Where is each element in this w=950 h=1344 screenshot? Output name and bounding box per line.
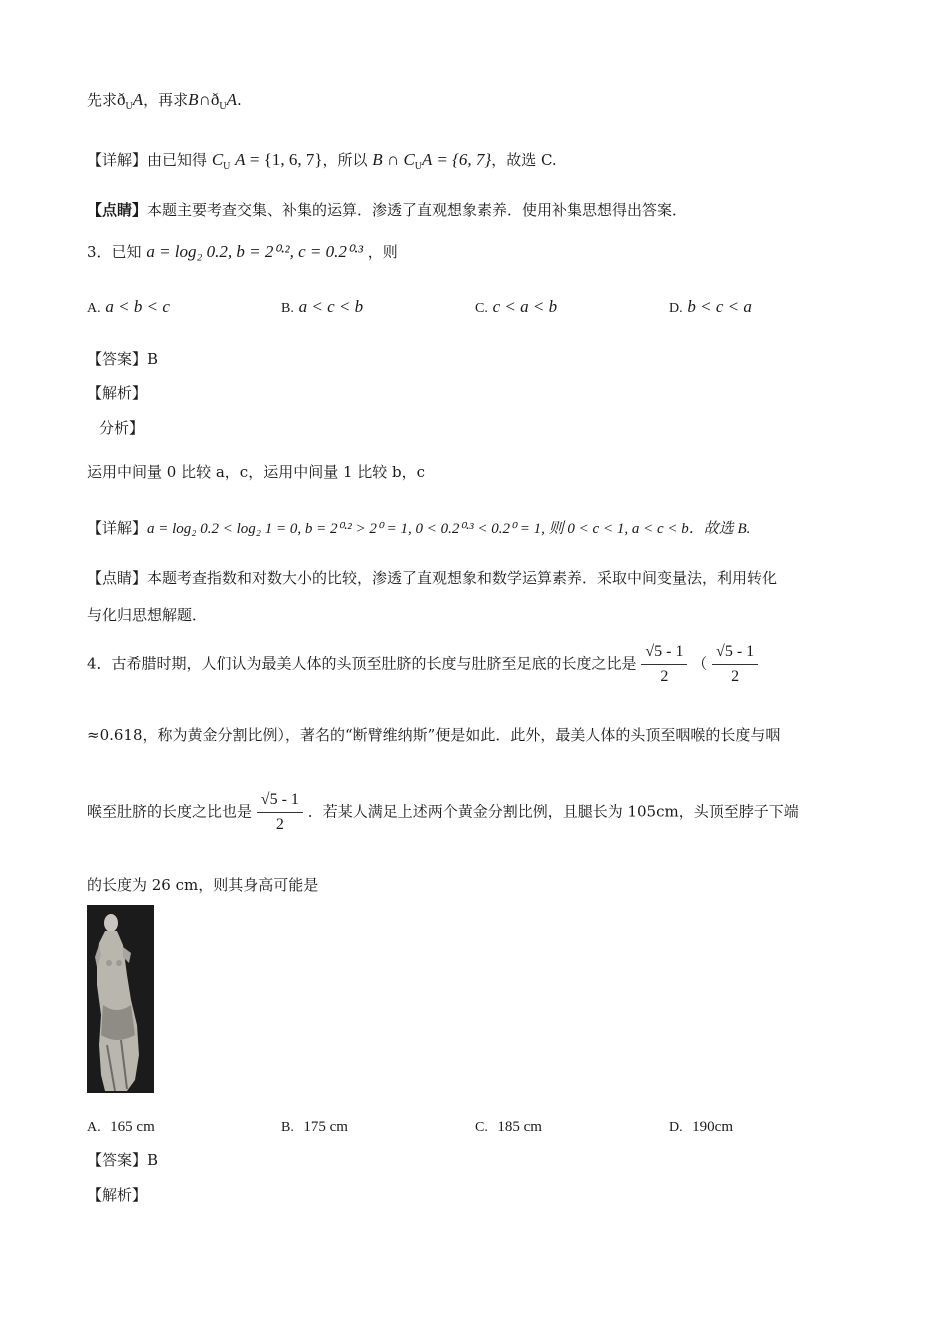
hint-text: 先求 [87, 91, 118, 109]
q4-option-c[interactable] [475, 1117, 542, 1136]
math-var: C [211, 150, 224, 169]
q4-line-3-post: ．若某人满足上述两个黄金分割比例，且腿长为 105cm，头顶至脖子下端 [307, 802, 799, 821]
hint-line [87, 90, 242, 117]
fraction-denominator: 2 [660, 668, 669, 685]
q3-analysis-tag: 【解析】 [87, 384, 148, 402]
comment-line-1 [87, 200, 687, 220]
q4-line-3-pre: 喉至肚脐的长度之比也是 [87, 802, 253, 821]
q3-comment-line2: 与化归思想解题． [87, 606, 208, 624]
q4-line-4: 的长度为 26 cm，则其身高可能是 [87, 876, 319, 894]
equals: = [245, 150, 264, 169]
q3-comment-line1: 本题考查指数和对数大小的比较，渗透了直观想象和数学运算素养．采取中间变量法，利用转化 [147, 569, 778, 587]
q3-answer: 【答案】B [87, 350, 159, 368]
math-var: B [188, 90, 199, 109]
detail-text-3: ，故选 C. [491, 151, 557, 169]
statue-drawing [87, 905, 154, 1093]
fraction-denominator: 2 [731, 668, 740, 685]
detail-tag: 【详解】 [87, 151, 148, 169]
fraction-numerator: √5 - 1 [257, 790, 303, 813]
set-elements: 1, 6, 7 [271, 150, 315, 169]
period: . [236, 91, 242, 109]
q4-analysis-tag: 【解析】 [87, 1186, 148, 1204]
q3-option-c[interactable] [475, 297, 557, 317]
math-expr: B ∩ C [372, 150, 415, 169]
q3-stem [87, 242, 398, 262]
subscript: U [414, 161, 423, 172]
option-label: B. [281, 1120, 294, 1135]
set-brace: } [314, 150, 323, 169]
fraction-denominator: 2 [275, 816, 284, 833]
math-var: A [226, 90, 237, 109]
q3-analysis-sub: 分析】 [99, 419, 145, 437]
q4-line-2: ≈0.618，称为黄金分割比例），著名的“断臂维纳斯”便是如此．此外，最美人体的头顶至咽喉的长度与咽 [87, 726, 781, 744]
detail-tag: 【详解】 [87, 519, 148, 537]
hint-text-2: ，再求 [143, 91, 189, 109]
fraction-numerator: √5 - 1 [641, 642, 687, 665]
option-label: A. [87, 1120, 101, 1135]
option-value: 190cm [692, 1119, 733, 1135]
option-value: 185 cm [497, 1119, 542, 1135]
math-var: A [235, 150, 246, 169]
comment-text: 本题主要考查交集、补集的运算．渗透了直观想象素养．使用补集思想得出答案． [147, 201, 688, 219]
q4-stem: 4．古希腊时期，人们认为最美人体的头顶至肚脐的长度与肚脐至足底的长度之比是 [87, 654, 637, 673]
option-label: C. [475, 301, 488, 316]
q3-prefix: 3．已知 [87, 243, 142, 261]
complement-symbol: ð [117, 90, 126, 109]
set-brace: { [263, 150, 272, 169]
q3-option-a[interactable] [87, 297, 170, 317]
q4-option-b[interactable] [281, 1117, 348, 1136]
option-value: a < c < b [298, 297, 364, 316]
detail-line-1 [87, 150, 557, 177]
option-value: a < b < c [105, 297, 170, 316]
option-label: B. [281, 301, 294, 316]
option-label: A. [87, 301, 101, 316]
q4-answer: 【答案】B [87, 1151, 159, 1169]
q3-comment [87, 568, 777, 588]
open-paren: （ [692, 654, 708, 673]
venus-statue-image [87, 905, 154, 1093]
q3-option-b[interactable] [281, 297, 363, 317]
golden-ratio-fraction-2 [712, 642, 758, 687]
option-value: 175 cm [303, 1119, 348, 1135]
intersection-symbol: ∩ [198, 90, 211, 109]
q4-option-a[interactable] [87, 1117, 155, 1136]
complement-symbol: ð [210, 90, 220, 109]
golden-ratio-fraction [641, 642, 687, 687]
q3-detail: a = log₂ 0.2 < log₂ 1 = 0, b = 2⁰·² > 2⁰ = 1, 0 < 0.2⁰·³ < 0.2⁰ = 1, 则 0 < c < 1, a < c < b．故选 B. [147, 521, 751, 537]
math-var: A [132, 90, 144, 109]
option-label: C. [475, 1120, 488, 1135]
q3-math: a = log₂ 0.2, b = 2⁰·², c = 0.2⁰·³ [146, 242, 363, 261]
math-expr: A = {6, 7} [422, 150, 492, 169]
detail-text: 由已知得 [147, 151, 208, 169]
golden-ratio-fraction-3 [257, 790, 303, 835]
option-value: 165 cm [110, 1119, 155, 1135]
option-value: b < c < a [687, 297, 752, 316]
q3-detail-line [87, 518, 750, 539]
q4-line-1 [87, 642, 758, 687]
q4-option-d[interactable] [669, 1117, 733, 1136]
comment-tag: 【点睛】 [87, 569, 148, 587]
option-label: D. [669, 301, 683, 316]
subscript: U [125, 101, 133, 112]
q4-line-3 [87, 790, 799, 835]
q3-option-d[interactable] [669, 297, 752, 317]
detail-text-2: ，所以 [322, 151, 368, 169]
option-label: D. [669, 1120, 683, 1135]
q3-suffix: ，则 [367, 243, 398, 261]
subscript: U [223, 161, 231, 172]
fraction-numerator: √5 - 1 [712, 642, 758, 665]
subscript: U [219, 101, 227, 112]
comment-tag: 【点睛】 [87, 201, 148, 219]
q3-method: 运用中间量 0 比较 a，c，运用中间量 1 比较 b，c [87, 463, 426, 481]
option-value: c < a < b [492, 297, 558, 316]
